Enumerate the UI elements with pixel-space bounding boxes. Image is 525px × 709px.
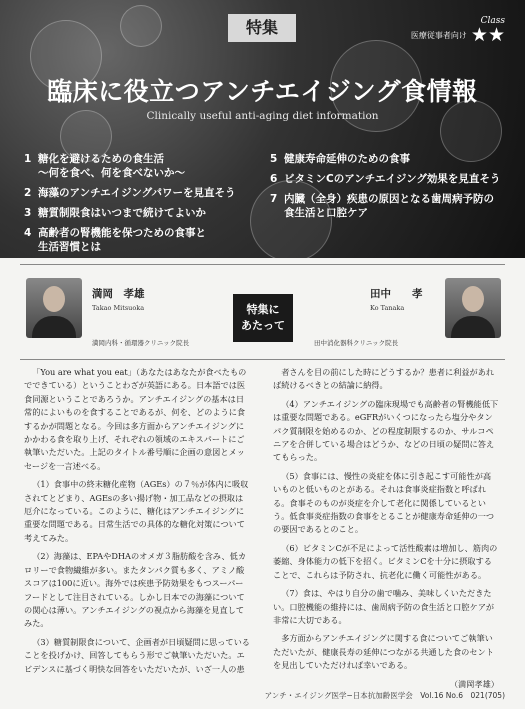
feature-header <box>0 0 525 258</box>
toc-item: 1 糖化を避けるための食生活 〜何を食べ、何を食べないか〜 <box>24 153 185 179</box>
toc-item: 7 内臓（全身）疾患の原因となる歯周病予防の 食生活と口腔ケア <box>270 193 494 219</box>
editor-roman-name: Ko Tanaka <box>370 304 405 312</box>
divider <box>20 359 505 360</box>
body-paragraph: （2）海藻は、EPAやDHAのオメガ３脂肪酸を含み、低カロリーで食物繊維が多い。またタンパク質も多く、アミノ酸スコアは100に近い。海外では疾患予防効果をもつスーパーフードとして注目されている。しかし日本での海藻についての関心は薄い。アンチエイジングの視点から海藻を見直してみた。 <box>24 551 247 629</box>
toc-item: 3 糖質制限食はいつまで続けてよいか <box>24 207 206 219</box>
toc-right <box>270 152 515 226</box>
toc-item: 5 健康寿命延伸のための食事 <box>270 153 410 165</box>
intro-badge: 特集に あたって <box>233 294 293 342</box>
divider <box>20 264 505 265</box>
body-paragraph: 「You are what you eat」（あなたはあなたが食べたものでできている）ということわざが英語にある。日本語では医食同源ということであろうか。アンチエイジングの基本は日常的によいものを食することであるが、何を、どのように食するかが問題となる。今回は多方面からアンチエイジングにかかわる食を取り上げ、それぞれの領域のエキスパートにご執筆いただいた。上記のタイトル番号順に企画の意図とメッセージを一言述べる。 <box>24 367 247 471</box>
body-column-left <box>24 366 250 681</box>
editor-affiliation: 満岡内科・循環器クリニック院長 <box>92 339 190 347</box>
editor-photo <box>445 278 501 338</box>
class-indicator <box>411 16 505 45</box>
toc-item: 2 海藻のアンチエイジングパワーを見直そう <box>24 187 236 199</box>
body-paragraph: （6）ビタミンCが不足によって活性酸素は増加し、筋肉の萎縮、身体能力の低下を招く。ビタミンCを十分に摂取することで、これらは予防され、抗老化に働く可能性がある。 <box>273 542 498 580</box>
body-paragraph: （5）食事には、慢性の炎症を体に引き起こす可能性が高いものと低いものとがある。それは食事炎症指数と呼ばれる。食事そのものが炎症を介して老化に関係しているという。低食事炎症指数の食事をとることが健康寿命延伸の一つの要因であるとのこと。 <box>273 470 495 535</box>
toc-item: 4 高齢者の腎機能を保つための食事と 生活習慣とは <box>24 227 206 253</box>
editor-card-right <box>310 272 505 354</box>
class-word: Class <box>480 16 505 26</box>
editor-roman-name: Takao Mitsuoka <box>92 304 145 312</box>
editor-name: 満岡 孝雄 <box>92 288 145 300</box>
body-paragraph: （3）糖質制限食について、企画者が日頃疑問に思っていることを投げかけ、回答してもらう形でご執筆いただいた。エビデンスに基づく明快な回答をいただいたが、いざ一人の患 <box>24 636 250 674</box>
class-stars: ★★ <box>470 24 505 46</box>
toc-left <box>24 152 264 258</box>
toc-item: 6 ビタミンCのアンチエイジング効果を見直そう <box>270 173 501 185</box>
editor-affiliation: 田中消化器科クリニック院長 <box>314 339 399 347</box>
body-paragraph: 多方面からアンチエイジングに関する食についてご執筆いただいたが、健康長寿の延伸につながる共通した食のセントを見出していただければ幸いである。 <box>273 633 494 671</box>
editor-card-left <box>20 272 220 354</box>
body-paragraph: 者さんを目の前にした時にどうするか？患者に利益があれば続けるべきとの結論に納得。 <box>273 367 495 391</box>
page-footer: アンチ・エイジング医学−日本抗加齢医学会 Vol.16 No.6 021(705) <box>264 691 505 700</box>
page-subtitle: Clinically useful anti-aging diet information <box>146 110 379 122</box>
feature-label: 特集 <box>228 14 296 42</box>
editor-name: 田中 孝 <box>370 288 423 300</box>
body-paragraph: （7）食は、やはり自分の歯で噛み、美味しくいただきたい。口腔機能の維持には、歯周病予防の食生活と口腔ケアが非常に大切である。 <box>273 588 495 625</box>
editor-photo <box>26 278 82 338</box>
body-column-right <box>273 366 499 691</box>
page-title: 臨床に役立つアンチエイジング食情報 <box>47 77 478 106</box>
author-signature: （満岡孝雄） <box>449 678 499 689</box>
body-paragraph: （4）アンチエイジングの臨床現場でも高齢者の腎機能低下は重要な問題である。eGFRがいくつになったら塩分やタンパク質制限を始めるのか、どの程度制限するのか、サルコペニアを合併している場合はどうか、などの日頃の疑問に答えてもらった。 <box>273 398 499 463</box>
body-paragraph: （1）食事中の終末糖化産物（AGEs）の７％が体内に吸収されてとどまり、AGEsの多い揚げ物・加工品などの摂取は厄介になっている。このように、糖化はアンチエイジングに重要な問題である。日常生活での具体的な糖化対策について考えてみた。 <box>24 479 249 543</box>
class-target: 医療従事者向け <box>410 31 467 40</box>
bokeh-decoration <box>120 5 162 47</box>
